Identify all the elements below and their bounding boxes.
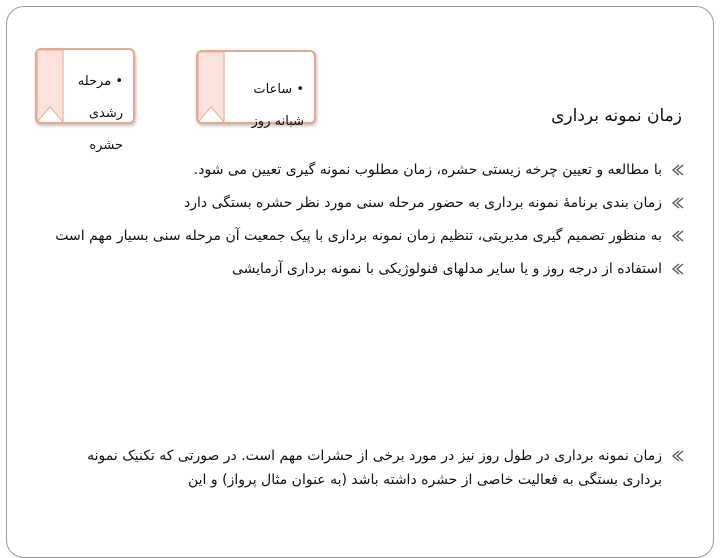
tag-line: • ساعات	[253, 82, 304, 97]
bullet-text: استفاده از درجه روز و یا سایر مدلهای فنولوژیکی با نمونه برداری آزمایشی	[231, 261, 662, 277]
tag-line: شبانه روز	[251, 114, 304, 129]
bullet-text: با مطالعه و تعیین چرخه زیستی حشره، زمان مطلوب نمونه گیری تعیین می شود.	[193, 162, 662, 178]
list-item	[48, 158, 678, 182]
bullet-marker-icon	[672, 164, 684, 176]
tag-line: رشدی	[88, 106, 123, 121]
list-item	[48, 224, 678, 248]
bullet-marker-icon	[672, 263, 684, 275]
list-item	[48, 257, 678, 281]
page-title: زمان نمونه برداری	[551, 106, 682, 126]
bullet-list	[48, 158, 678, 290]
bullet-text: زمان بندی برنامهٔ نمونه برداری به حضور مرحله سنی مورد نظر حشره بستگی دارد	[184, 195, 662, 211]
tag-card-hours	[196, 50, 316, 129]
bullet-marker-icon	[672, 197, 684, 209]
bullet-marker-icon	[672, 450, 684, 462]
tag-line: حشره	[89, 138, 123, 153]
ribbon-icon	[37, 50, 63, 122]
tag-line: • مرحله	[77, 74, 123, 89]
tag-card-text	[252, 66, 304, 146]
bullet-text: زمان نمونه برداری در طول روز نیز در مورد برخی از حشرات مهم است. در صورتی که تکنیک نمونه برداری بستگی به فعالیت خاصی از حشره داشته باشد (به عنوان مثال پرواز) و این	[87, 448, 662, 488]
tag-card-growth-stage	[35, 48, 135, 153]
bullet-marker-icon	[672, 230, 684, 242]
ribbon-icon	[198, 52, 224, 122]
tag-card-text	[78, 58, 123, 170]
bullet-text: به منظور تصمیم گیری مدیریتی، تنظیم زمان نمونه برداری با پیک جمعیت آن مرحله سنی بسیار مهم است	[55, 228, 662, 244]
list-item	[48, 444, 678, 492]
list-item	[48, 191, 678, 215]
